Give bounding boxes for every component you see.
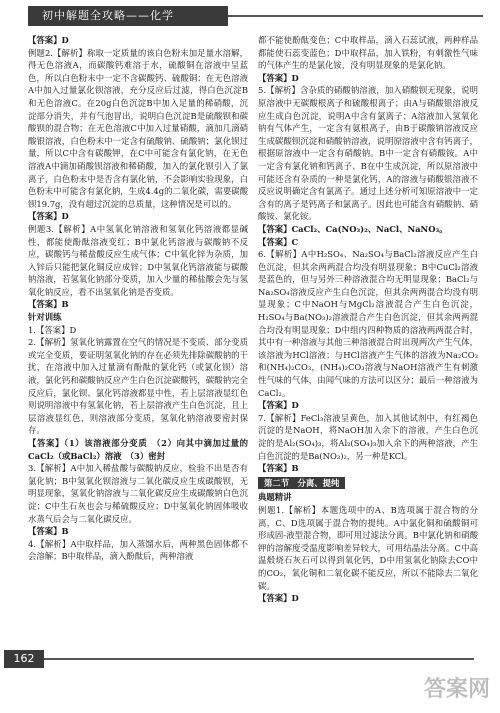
paragraph: 【答案】B xyxy=(28,526,69,537)
page-footer xyxy=(0,650,500,713)
header-rule xyxy=(228,15,483,17)
paragraph: 【答案】B xyxy=(258,463,299,474)
content-columns xyxy=(28,34,478,650)
paragraph: 【答案】D xyxy=(258,400,299,411)
paragraph: 针对训练 xyxy=(28,312,62,323)
paragraph: 【答案】C xyxy=(258,236,299,247)
paragraph: 都不能使酚酞变色；C中取样品，滴入石蕊试液，两种样品都能使石蕊变蓝色；D中取样品，加入铁粉，有刺激性气味的气体产生的是氯化铵，没有明显现象的是氯化钠。 xyxy=(258,35,478,71)
page-header xyxy=(0,0,500,30)
paragraph: 7.【解析】FeCl₃溶液呈黄色，加入其他试剂中，有红褐色沉淀的是NaOH，将NaOH加入余下的溶液，产生白色沉淀的是Al₂(SO₄)₃，将Al₂(SO₄)₃加入余下的两种溶液，产生白色沉淀的是Ba(NO₃)₂，另一种是KCl。 xyxy=(258,412,478,461)
paragraph: 【答案】（1）该溶液部分变质 （2）向其中滴加过量的CaCl₂（或BaCl₂）溶液 （3）密封 xyxy=(28,438,248,461)
page-number: 162 xyxy=(4,650,44,668)
header-title: 初中解题全攻略——化学 xyxy=(28,6,228,26)
paragraph: 1.【答案】D xyxy=(28,324,77,335)
paragraph: 【答案】D xyxy=(258,593,299,604)
paragraph: 4.【解析】A中取样品，加入蒸馏水后，两种黑色固体都不会溶解；B中取样品，滴入酚酞后，两种溶液 xyxy=(28,538,248,562)
right-column xyxy=(258,34,478,650)
paragraph: 【答案】D xyxy=(28,35,69,45)
paragraph: 例题1.【解析】本题选项中的A、B选项属于混合物的分离，C、D选项属于混合物的提纯。A中氯化铜和硫酸铜可形成固-液型混合物，即可用过滤法分离。B中氯化钠和硝酸钾的溶解度受温度影响差异较大，可用结晶法分离。C中高温煅烧石灰石可以得到氧化钙，D中用氢氧化钠除去CO中的CO₂，氧化铜和二氧化碳不能反应，所以不能除去二氧化碳。 xyxy=(258,504,478,591)
footer-rule xyxy=(44,658,474,660)
paragraph: 5.【解析】含杂质的硝酸钠溶液，加入硝酸钡无现象，说明原溶液中无碳酸根离子和硫酸根离子；由A与硝酸银溶液反应生成白色沉淀，说明A中含有氯离子；A溶液加入氢氧化钠有气体产生，一定含有氨根离子，由B于碳酸钠溶液反应生成碳酸钡沉淀和硝酸钠溶液，说明原溶液中含有钙离子，根据原溶液中一定含有硝酸钠。B中一定含有硝酸铵。A中一定含有氯化钠和钙离子、B在中生成沉淀，所以原溶液中可能还含有杂质的一种是氯化钙，A的溶液与硝酸银溶液不反应说明确定含有氯离子。通过上述分析可知原溶液中一定含有的离子是钙离子和氯离子。因此也可能含有硝酸钠、硝酸铵、氯化铵。 xyxy=(258,85,478,222)
paragraph: 2.【解析】氢氧化钠露置在空气的情况是不变质、部分变质或完全变质，要证明氢氧化钠的存在必须先排除碳酸钠的干扰，在溶液中加入过量滴有酚酞的氯化钙（或氯化钡）溶液，氯化钙和碳酸钠反应产生白色沉淀碳酸钙，碳酸钠完全反应后，氯化钡、氯化钙溶液都显中性，若上层溶液显红色则说明溶液中有氢氧化钠，若上层溶液产生白色沉淀，且上层溶液显红色，则溶液部分变质，氢氧化钠溶液要密封保存。 xyxy=(28,337,248,436)
paragraph: 3.【解析】A中加入稀盐酸与碳酸钠反应，检验不出是否有氯化钠；B中氢氧化钡溶液与二氧化碳反应生成碳酸钡，无明显现象，氢氧化钠溶液与二氧化碳反应生成碳酸钠白色沉淀；C中生石灰也会与稀硫酸反应；D中氢氧化钠固体吸收水蒸气后会与二氧化碳反应。 xyxy=(28,463,248,524)
paragraph: 【答案】D xyxy=(258,72,299,83)
watermark-logo: 答案网 xyxy=(423,677,490,702)
paragraph: 【答案】D xyxy=(28,211,69,222)
paragraph: 例题2.【解析】称取一定质量的该白色粉末加足量水溶解，得无色溶液A，而碳酸钙难溶于水，硫酸铜在溶液中呈蓝色，所以白色粉末中一定不含碳酸钙、硫酸铜；在无色溶液A中加入过量氯化钡溶液，充分反应后过滤，得白色沉淀B和无色溶液C。在20g白色沉淀B中加入足量的稀硝酸，沉淀部分消失，并有气泡冒出，说明白色沉淀B是硫酸钡和碳酸钡的混合物；在无色溶液C中加入过量硝酸，滴加几滴硝酸银溶液，白色粉末中一定含有硫酸钠、硫酸钠；氯化钡过量，所以C中含有碳酸钾，在C中可能含有氯化钠，在无色溶液A中滴加硝酸钡溶液和稀硝酸，加入的氯化钡引入了氯离子，白色粉末中是否含有氯化钠，不会影响实验现象，白色粉末中可能含有氯化钠，生成4.4g的二氧化碳，需要碳酸钡19.7g，没有超过沉淀的总质量，这种情况是可以的。 xyxy=(28,47,248,209)
paragraph: 【答案】B xyxy=(28,299,69,310)
paragraph: 6.【解析】A中H₂SO₄、Na₂SO₄与BaCl₂溶液反应产生白色沉淀，但其余两两混合均没有明显现象；B中CuCl₂溶液是蓝色的，但与另外三种溶液混合均无明显现象；BaCl₂与Na₂SO₄溶液反应产生白色沉淀，但其余两两混合均没有明显现象；C中NaOH与MgCl₂溶液混合产生白色沉淀，H₂SO₄与Ba(NO₃)₂溶液混合产生白色沉淀，但其余两两混合均没有明显现象；D中组内四种物质的溶液两两混合时，其中有一种溶液与其他三种溶液混合时出现两次产生气体，该溶液为HCl溶液；与HCl溶液产生气体的溶液为Na₂CO₃和(NH₄)₂CO₃，(NH₄)₂CO₃溶液与NaOH溶液产生有刺激性气味的气体，由闻气味的方法可以区分；最后一种溶液为CaCl₂。 xyxy=(258,249,478,398)
section-title: 第二节 分离、提纯 xyxy=(258,477,345,490)
section-subtitle: 典题精讲 xyxy=(258,492,292,503)
paragraph: 【答案】CaCl₂、Ca(NO₃)₂、NaCl、NaNO₃。 xyxy=(258,223,448,234)
left-column xyxy=(28,34,248,650)
paragraph: 例题3.【解析】A中氢氧化钠溶液和氢氧化钙溶液都显碱性，都能使酚酞溶液变红；B中氯化钙溶液与碳酸钠不反应，碳酸钙与稀盐酸反应生成气体；C中氧化锌为杂质，加入锌后只能把氯化铜反应成锌；D中氢氧化钙溶液能与碳酸钠溶液，若氢氧化钠部分变质，加入少量的稀盐酸会先与氢氧化钠反应，看不出氢氧化钠是否变质。 xyxy=(28,223,248,297)
